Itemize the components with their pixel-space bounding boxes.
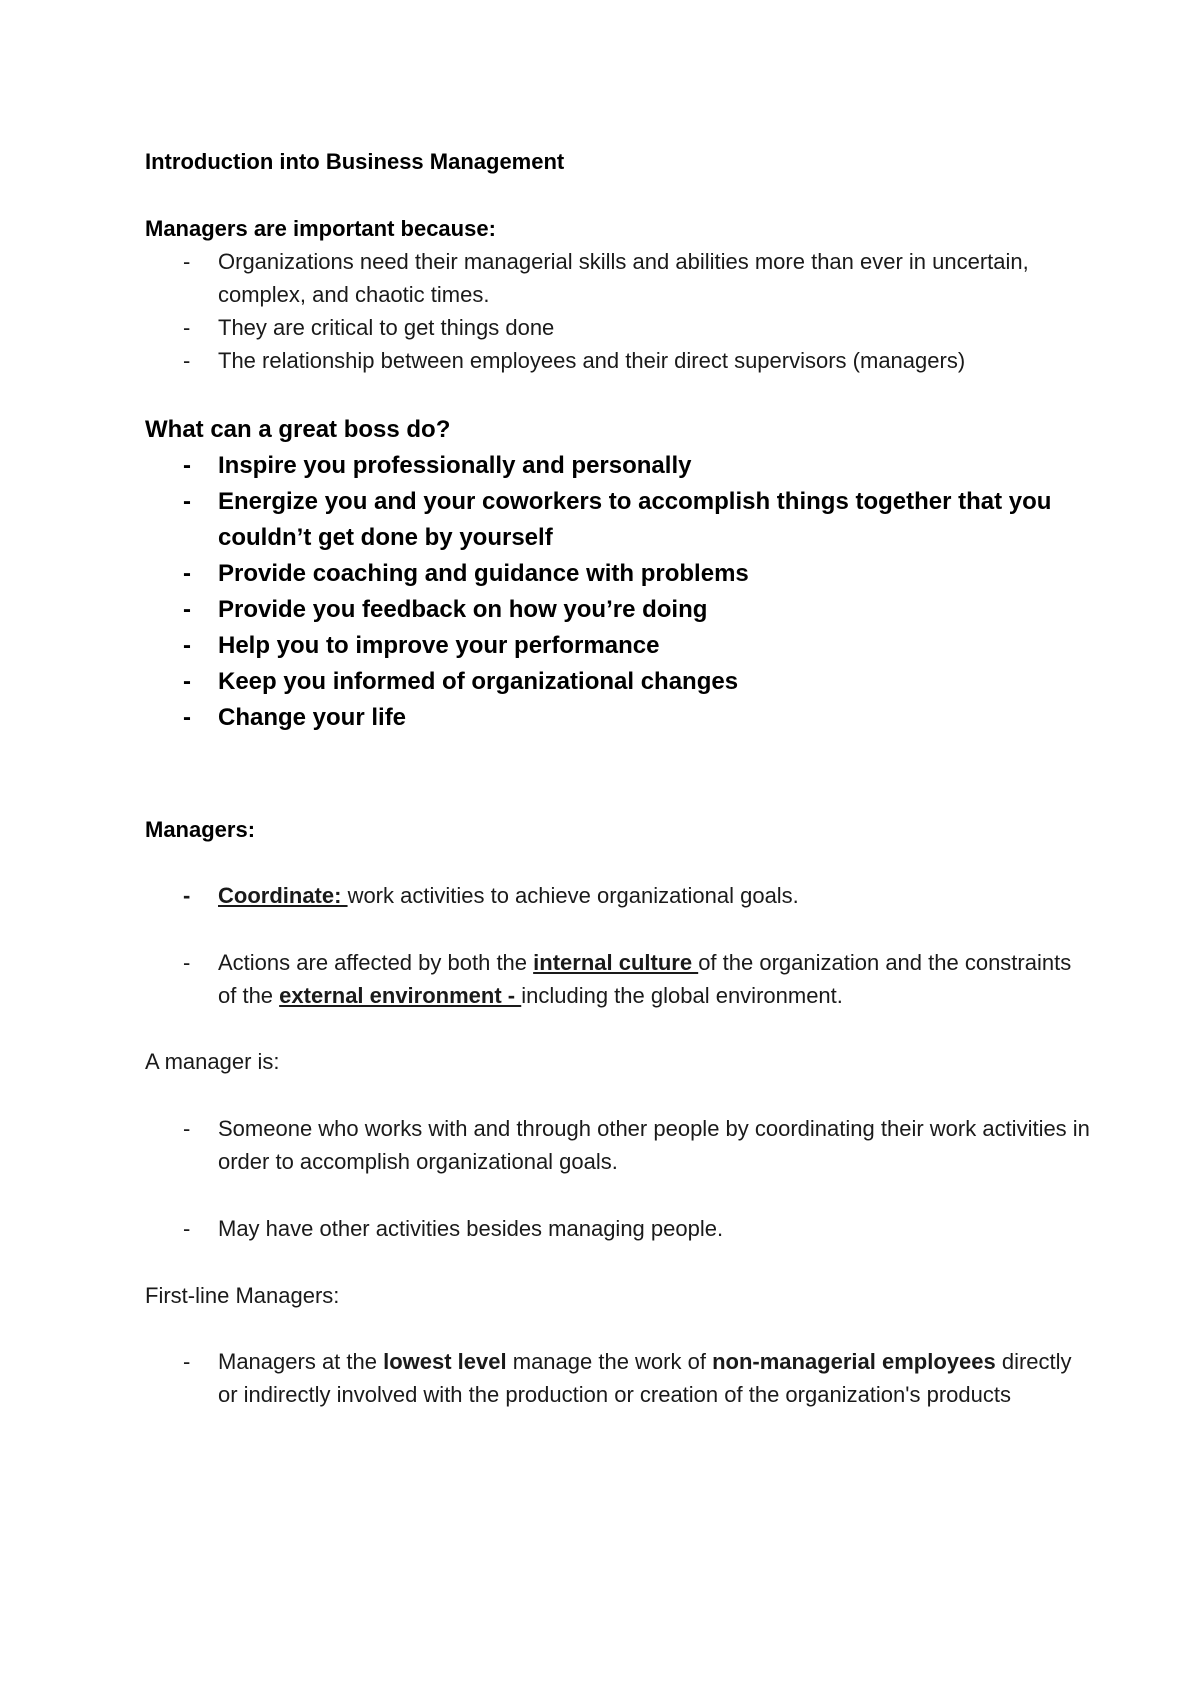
dash-bullet: - <box>183 452 191 479</box>
managers-list-actions <box>145 946 1095 1012</box>
dash-bullet: - <box>183 632 191 659</box>
list-item: - Provide you feedback on how you’re doing <box>145 592 1095 628</box>
external-environment-term: external environment - <box>279 983 522 1008</box>
internal-culture-term: internal culture <box>533 950 699 975</box>
dash-bullet: - <box>183 596 191 623</box>
manager-is-heading: A manager is: <box>145 1049 280 1074</box>
list-item: - Coordinate: work activities to achieve organizational goals. <box>145 879 1095 912</box>
important-heading: Managers are important because: <box>145 216 496 241</box>
list-item: - Managers at the lowest level manage the work of non-managerial employees directly or indirectly involved with the production or creation of the organization's products <box>145 1345 1095 1411</box>
boss-heading: What can a great boss do? <box>145 416 451 443</box>
document-title: Introduction into Business Management <box>145 149 565 174</box>
first-line-list <box>145 1345 1095 1411</box>
list-item: - Organizations need their managerial skills and abilities more than ever in uncertain, complex, and chaotic times. <box>145 245 1095 311</box>
list-item: - Help you to improve your performance <box>145 628 1095 664</box>
list-item: - Energize you and your coworkers to accomplish things together that you couldn’t get done by yourself <box>145 484 1095 556</box>
list-item: - May have other activities besides managing people. <box>145 1212 1095 1245</box>
dash-bullet: - <box>183 249 191 274</box>
boss-list <box>145 448 1095 736</box>
dash-bullet: - <box>183 1116 191 1141</box>
manager-is-list-1 <box>145 1112 1095 1178</box>
non-managerial-term: non-managerial employees <box>712 1349 996 1374</box>
list-item: - Inspire you professionally and personally <box>145 448 1095 484</box>
important-list <box>145 245 1095 377</box>
dash-bullet: - <box>183 315 191 340</box>
dash-bullet: - <box>183 668 191 695</box>
coordinate-term: Coordinate: <box>218 883 348 908</box>
lowest-level-term: lowest level <box>383 1349 507 1374</box>
dash-bullet: - <box>183 704 191 731</box>
manager-is-list-2 <box>145 1212 1095 1245</box>
list-item: - Someone who works with and through other people by coordinating their work activities in order to accomplish organizational goals. <box>145 1112 1095 1178</box>
first-line-heading: First-line Managers: <box>145 1283 340 1308</box>
dash-bullet: - <box>183 488 191 515</box>
dash-bullet: - <box>183 1349 191 1374</box>
list-item: - Provide coaching and guidance with problems <box>145 556 1095 592</box>
managers-heading: Managers: <box>145 817 256 842</box>
dash-bullet: - <box>183 348 191 373</box>
list-item: - Change your life <box>145 700 1095 736</box>
dash-bullet: - <box>183 560 191 587</box>
managers-list-coordinate <box>145 879 1095 912</box>
list-item: - They are critical to get things done <box>145 311 1095 344</box>
dash-bullet: - <box>183 950 191 975</box>
list-item: - Keep you informed of organizational changes <box>145 664 1095 700</box>
dash-bullet: - <box>183 1216 191 1241</box>
dash-bullet: - <box>183 883 191 908</box>
list-item: - The relationship between employees and their direct supervisors (managers) <box>145 344 1095 377</box>
list-item: - Actions are affected by both the internal culture of the organization and the constraints of the external environment - including the global environment. <box>145 946 1095 1012</box>
